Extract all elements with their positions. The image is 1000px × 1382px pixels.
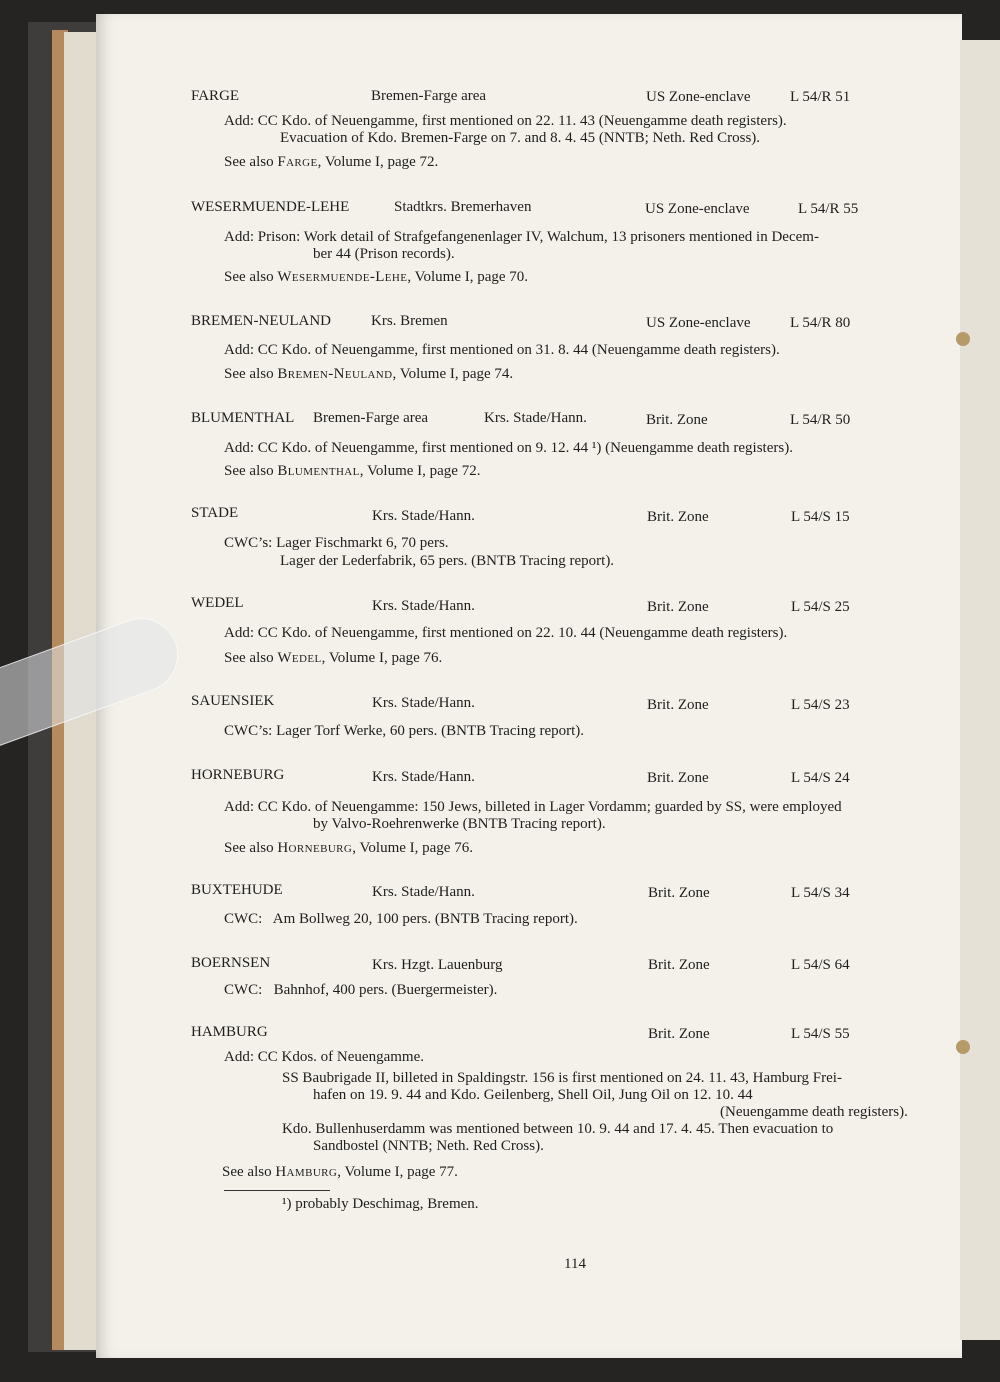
see-also: See also Farge, Volume I, page 72. [224, 154, 439, 170]
footnote-rule [224, 1190, 330, 1191]
see-also: See also Wesermuende-Lehe, Volume I, page 70. [224, 269, 529, 285]
entry-line: Kdo. Bullenhuserdamm was mentioned between 10. 9. 44 and 17. 4. 45. Then evacuation to [282, 1121, 834, 1137]
entry-line: Add: CC Kdo. of Neuengamme, first mentioned on 9. 12. 44 ¹) (Neuengamme death registers). [224, 440, 793, 456]
entry-line: Add: CC Kdo. of Neuengamme, first mentioned on 31. 8. 44 (Neuengamme death registers). [224, 342, 780, 358]
entry-line: Evacuation of Kdo. Bremen-Farge on 7. and 8. 4. 45 (NNTB; Neth. Red Cross). [280, 130, 761, 146]
entry-place: STADE [191, 505, 239, 521]
entry-district: Stadtkrs. Bremerhaven [394, 199, 532, 215]
entry-district: Bremen-Farge area [313, 410, 429, 426]
entry-line: hafen on 19. 9. 44 and Kdo. Geilenberg, Shell Oil, Jung Oil on 12. 10. 44 [313, 1087, 753, 1103]
entry-district: Bremen-Farge area [371, 88, 487, 104]
entry-line: CWC’s: Lager Torf Werke, 60 pers. (BNTB Tracing report). [224, 723, 585, 739]
entry-zone: US Zone-enclave [646, 315, 751, 331]
see-also: See also Blumenthal, Volume I, page 72. [224, 463, 481, 479]
entry-line: Add: Prison: Work detail of Strafgefangenenlager IV, Walchum, 13 prisoners mentioned in Decem- [224, 229, 819, 245]
entry-place: HORNEBURG [191, 767, 285, 783]
entry-zone: Brit. Zone [647, 697, 709, 713]
entry-line: Lager der Lederfabrik, 65 pers. (BNTB Tracing report). [280, 553, 615, 569]
entry-place: FARGE [191, 88, 240, 104]
entry-place: BREMEN-NEULAND [191, 313, 331, 329]
entry-line: by Valvo-Roehrenwerke (BNTB Tracing report). [313, 816, 606, 832]
entry-ref: L 54/S 15 [791, 509, 850, 525]
entry-place: BLUMENTHAL [191, 410, 295, 426]
entry-line: SS Baubrigade II, billeted in Spaldingstr. 156 is first mentioned on 24. 11. 43, Hamburg Frei- [282, 1070, 842, 1086]
entry-place: WESERMUENDE-LEHE [191, 199, 350, 215]
entry-ref: L 54/R 50 [790, 412, 851, 428]
entry-line: ber 44 (Prison records). [313, 246, 455, 262]
see-also: See also Wedel, Volume I, page 76. [224, 650, 443, 666]
entry-line: CWC’s: Lager Fischmarkt 6, 70 pers. [224, 535, 449, 551]
entry-zone: US Zone-enclave [646, 89, 751, 105]
entry-ref: L 54/S 64 [791, 957, 850, 973]
entry-district: Krs. Bremen [371, 313, 448, 329]
entry-zone: Brit. Zone [647, 599, 709, 615]
entry-district: Krs. Stade/Hann. [372, 769, 475, 785]
entry-ref: L 54/S 23 [791, 697, 850, 713]
entry-district: Krs. Hzgt. Lauenburg [372, 957, 503, 973]
entry-line: Add: CC Kdos. of Neuengamme. [224, 1049, 424, 1065]
entry-zone: Brit. Zone [646, 412, 708, 428]
entry-line: CWC: Bahnhof, 400 pers. (Buergermeister). [224, 982, 498, 998]
entry-zone: Brit. Zone [648, 885, 710, 901]
entry-zone: Brit. Zone [647, 509, 709, 525]
entry-zone: Brit. Zone [647, 770, 709, 786]
entry-zone: Brit. Zone [648, 957, 710, 973]
entry-ref: L 54/S 25 [791, 599, 850, 615]
entry-ref: L 54/S 24 [791, 770, 850, 786]
entry-line: Add: CC Kdo. of Neuengamme, first mentioned on 22. 10. 44 (Neuengamme death registers). [224, 625, 788, 641]
entry-district: Krs. Stade/Hann. [372, 695, 475, 711]
see-also: See also Horneburg, Volume I, page 76. [224, 840, 473, 856]
entry-place: WEDEL [191, 595, 244, 611]
entry-zone: US Zone-enclave [645, 201, 750, 217]
entry-district: Krs. Stade/Hann. [372, 884, 475, 900]
entry-place: HAMBURG [191, 1024, 268, 1040]
entry-line: Sandbostel (NNTB; Neth. Red Cross). [313, 1138, 544, 1154]
entry-district: Krs. Stade/Hann. [372, 598, 475, 614]
entry-ref: L 54/S 55 [791, 1026, 850, 1042]
entry-line: CWC: Am Bollweg 20, 100 pers. (BNTB Tracing report). [224, 911, 578, 927]
entry-line: (Neuengamme death registers). [720, 1104, 908, 1120]
entry-line: Add: CC Kdo. of Neuengamme: 150 Jews, billeted in Lager Vordamm; guarded by SS, were employed [224, 799, 842, 815]
entry-ref: L 54/S 34 [791, 885, 850, 901]
entry-ref: L 54/R 55 [798, 201, 859, 217]
entry-place: BUXTEHUDE [191, 882, 283, 898]
see-also: See also Bremen-Neuland, Volume I, page 74. [224, 366, 514, 382]
footnote: ¹) probably Deschimag, Bremen. [282, 1196, 479, 1212]
entry-place: BOERNSEN [191, 955, 271, 971]
entry-ref: L 54/R 80 [790, 315, 851, 331]
entry-line: Add: CC Kdo. of Neuengamme, first mentioned on 22. 11. 43 (Neuengamme death registers). [224, 113, 787, 129]
entry-district: Krs. Stade/Hann. [372, 508, 475, 524]
see-also: See also Hamburg, Volume I, page 77. [222, 1164, 458, 1180]
page-number: 114 [564, 1256, 586, 1272]
entry-district: Krs. Stade/Hann. [484, 410, 587, 426]
entry-ref: L 54/R 51 [790, 89, 851, 105]
entry-zone: Brit. Zone [648, 1026, 710, 1042]
entry-place: SAUENSIEK [191, 693, 275, 709]
